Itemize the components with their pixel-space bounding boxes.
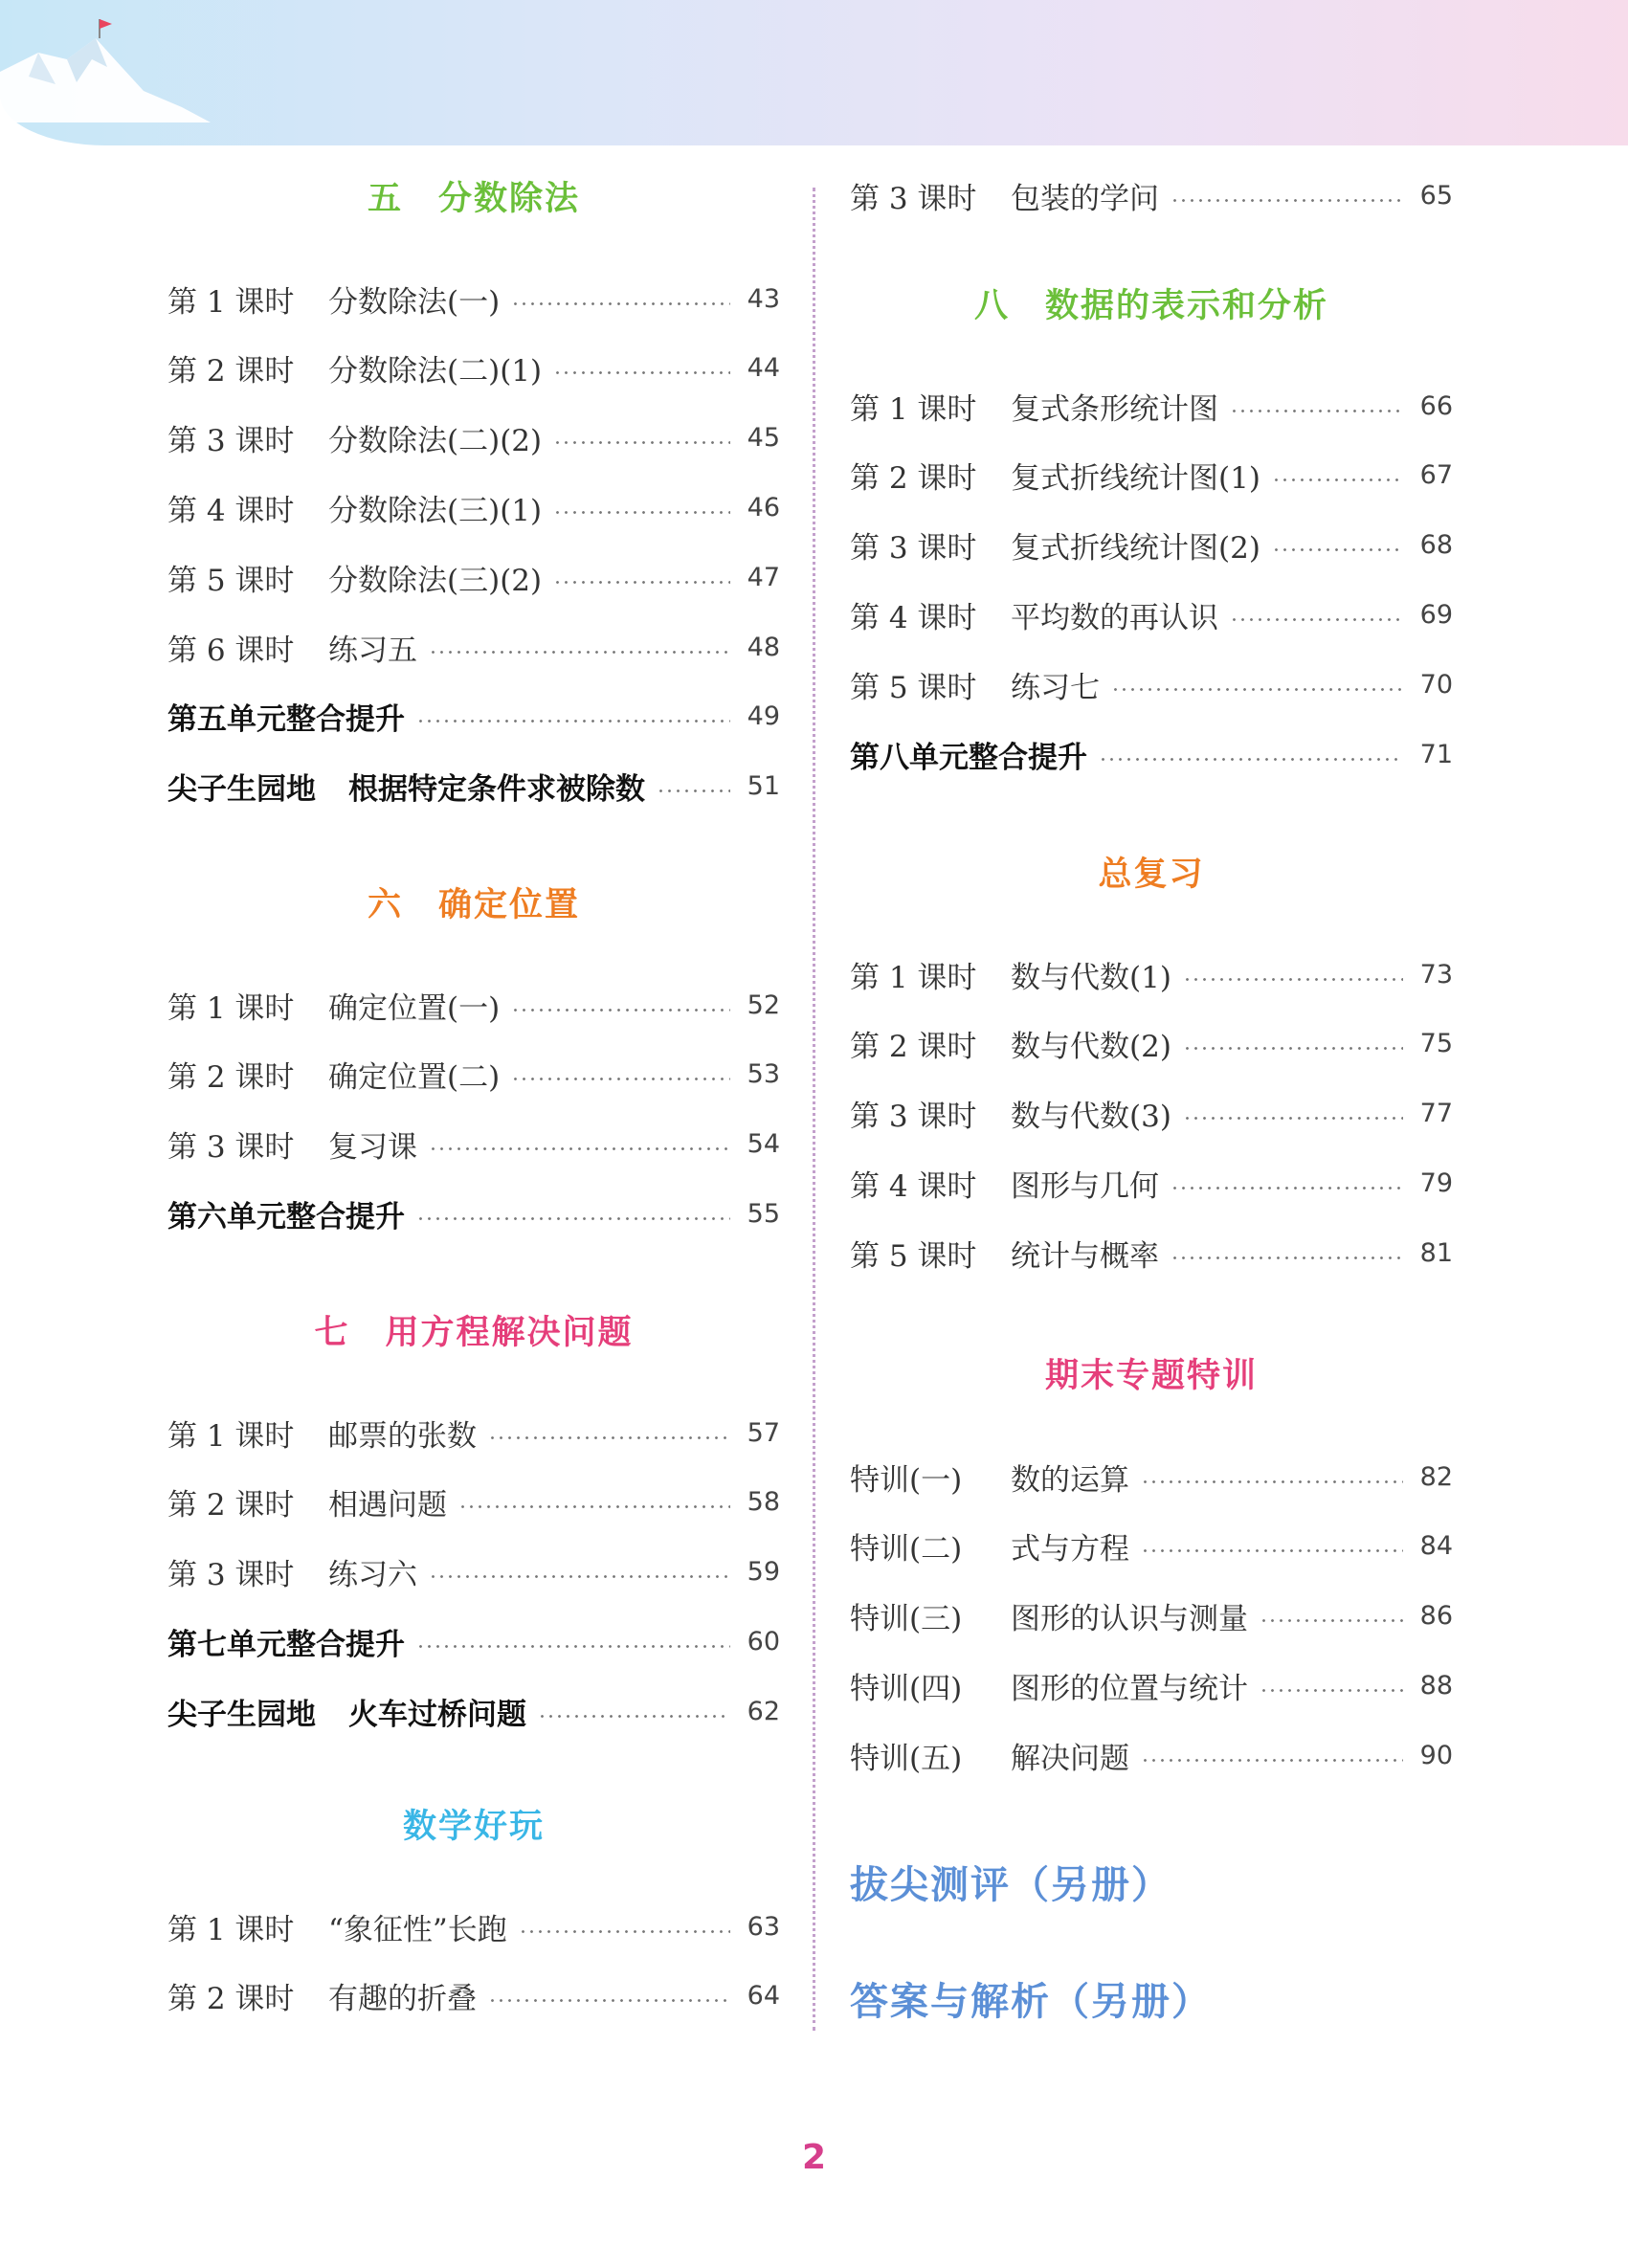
dot-leader <box>1260 1689 1403 1692</box>
dot-leader <box>416 1645 730 1648</box>
dot-leader <box>553 581 730 584</box>
dot-leader <box>657 789 730 792</box>
entry-title: 分数除法(一) <box>328 284 501 320</box>
toc-entry <box>850 383 1453 429</box>
entry-title: 数与代数(3) <box>1011 1100 1171 1135</box>
entry-title: 图形的认识与测量 <box>1011 1602 1248 1637</box>
dot-leader <box>1171 1187 1403 1190</box>
entry-page-number: 70 <box>1419 669 1453 700</box>
dot-leader <box>553 371 730 374</box>
section-title: 总复习 <box>1098 856 1205 894</box>
entry-page-number: 79 <box>1419 1167 1453 1198</box>
entry-page-number: 90 <box>1419 1740 1453 1770</box>
entry-page-number: 81 <box>1419 1237 1453 1268</box>
entry-title: 式与方程 <box>1011 1532 1129 1568</box>
entry-label: 特训(四) <box>850 1671 963 1706</box>
entry-label: 第 3 课时 <box>850 181 977 216</box>
entry-label: 特训(三) <box>850 1602 963 1637</box>
entry-page-number: 49 <box>747 701 780 732</box>
dot-leader <box>1111 688 1403 691</box>
dot-leader <box>429 651 730 654</box>
entry-page-number: 86 <box>1419 1601 1453 1632</box>
entry-title: 图形与几何 <box>1011 1168 1159 1204</box>
entry-title: 练习七 <box>1011 670 1100 705</box>
entry-label: 第 4 课时 <box>850 1168 977 1204</box>
toc-entry <box>167 1549 780 1595</box>
entry-page-number: 44 <box>747 353 780 384</box>
dot-leader <box>1171 199 1403 202</box>
entry-title: 复式条形统计图 <box>1011 391 1218 427</box>
toc-entry <box>167 982 780 1028</box>
entry-title: 包装的学问 <box>1011 181 1159 216</box>
entry-title: 平均数的再认识 <box>1011 600 1218 635</box>
dot-leader <box>1260 1619 1403 1622</box>
toc-entry <box>167 1122 780 1167</box>
entry-page-number: 46 <box>747 492 780 523</box>
dot-leader <box>416 720 730 723</box>
dot-leader <box>519 1930 730 1933</box>
section-title: 五 分数除法 <box>367 180 580 218</box>
entry-label: 第 5 课时 <box>850 1238 977 1274</box>
entry-label: 特训(五) <box>850 1741 963 1776</box>
dot-leader <box>429 1575 730 1578</box>
entry-page-number: 67 <box>1419 460 1453 491</box>
entry-page-number: 64 <box>747 1981 780 2012</box>
entry-page-number: 73 <box>1419 959 1453 989</box>
entry-title: 第五单元整合提升 <box>167 702 405 738</box>
toc-entry <box>850 1593 1453 1639</box>
entry-page-number: 88 <box>1419 1670 1453 1701</box>
toc-entry <box>167 554 780 600</box>
entry-page-number: 55 <box>747 1198 780 1229</box>
dot-leader <box>1272 478 1403 481</box>
entry-title: 练习六 <box>328 1558 417 1593</box>
entry-title: 统计与概率 <box>1011 1238 1159 1274</box>
entry-label: 第 3 课时 <box>167 1558 295 1593</box>
column-divider <box>813 188 815 2031</box>
entry-title: 数与代数(1) <box>1011 960 1171 995</box>
section-title: 期末专题特训 <box>1044 1357 1258 1395</box>
dot-leader <box>1171 1256 1403 1259</box>
entry-page-number: 69 <box>1419 599 1453 630</box>
entry-title: 数与代数(2) <box>1011 1030 1171 1065</box>
entry-title: 相遇问题 <box>328 1488 447 1523</box>
dot-leader <box>511 302 730 305</box>
entry-label: 第 3 课时 <box>850 531 977 567</box>
entry-title: 第六单元整合提升 <box>167 1199 405 1234</box>
entry-label: 第 4 课时 <box>167 493 295 528</box>
entry-title: 分数除法(二)(1) <box>328 354 543 389</box>
toc-entry <box>850 172 1453 218</box>
entry-page-number: 47 <box>747 562 780 592</box>
toc-entry <box>167 276 780 322</box>
toc-entry <box>167 694 780 740</box>
entry-label: 尖子生园地 <box>167 1697 316 1732</box>
entry-page-number: 60 <box>747 1626 780 1657</box>
entry-label: 第 2 课时 <box>167 1982 295 2017</box>
dot-leader <box>1272 548 1403 551</box>
entry-page-number: 84 <box>1419 1531 1453 1562</box>
toc-entry <box>850 1454 1453 1500</box>
toc-entry <box>167 764 780 810</box>
entry-page-number: 63 <box>747 1911 780 1942</box>
toc-entry <box>850 1021 1453 1067</box>
dot-leader <box>488 1999 730 2002</box>
entry-label: 第 2 课时 <box>167 1060 295 1096</box>
entry-page-number: 75 <box>1419 1029 1453 1059</box>
entry-label: 第 3 课时 <box>167 1130 295 1166</box>
toc-entry <box>850 1091 1453 1137</box>
section-title: 六 确定位置 <box>367 886 580 924</box>
dot-leader <box>553 441 730 444</box>
toc-entry <box>850 1662 1453 1708</box>
toc-entry <box>850 1160 1453 1206</box>
toc-entry <box>167 1903 780 1949</box>
entry-label: 第 5 课时 <box>167 563 295 598</box>
toc-entry <box>167 1479 780 1525</box>
dot-leader <box>1141 1759 1403 1762</box>
entry-title: 复习课 <box>328 1130 417 1166</box>
entry-label: 第 2 课时 <box>850 461 977 497</box>
dot-leader <box>416 1217 730 1220</box>
entry-label: 第 1 课时 <box>167 284 295 320</box>
toc-entry <box>167 624 780 670</box>
entry-title: 有趣的折叠 <box>328 1982 477 2017</box>
dot-leader <box>429 1147 730 1150</box>
entry-page-number: 59 <box>747 1557 780 1588</box>
toc-entry <box>167 1973 780 2019</box>
dot-leader <box>553 511 730 514</box>
section-title: 七 用方程解决问题 <box>314 1314 634 1352</box>
entry-label: 第 4 课时 <box>850 600 977 635</box>
entry-title: 第八单元整合提升 <box>850 740 1087 775</box>
dot-leader <box>1099 758 1403 761</box>
entry-title: 确定位置(一) <box>328 990 501 1026</box>
dot-leader <box>1183 1047 1403 1050</box>
dot-leader <box>511 1009 730 1012</box>
dot-leader <box>1141 1480 1403 1483</box>
toc-entry <box>167 1190 780 1236</box>
entry-label: 第 3 课时 <box>167 424 295 459</box>
entry-title: 分数除法(三)(2) <box>328 563 543 598</box>
extra-item-assessment: 拔尖测评（另册） <box>850 1863 1171 1907</box>
toc-entry <box>167 1410 780 1456</box>
entry-page-number: 43 <box>747 283 780 314</box>
entry-title: 第七单元整合提升 <box>167 1627 405 1662</box>
entry-page-number: 66 <box>1419 390 1453 421</box>
dot-leader <box>1230 618 1403 621</box>
dot-leader <box>1141 1549 1403 1552</box>
entry-title: 火车过桥问题 <box>348 1697 526 1732</box>
entry-label: 第 1 课时 <box>167 1418 295 1454</box>
dot-leader <box>511 1078 730 1080</box>
entry-title: 根据特定条件求被除数 <box>348 772 645 808</box>
toc-entry <box>167 1688 780 1734</box>
entry-title: 分数除法(二)(2) <box>328 424 543 459</box>
entry-page-number: 65 <box>1419 180 1453 211</box>
entry-label: 第 2 课时 <box>167 1488 295 1523</box>
toc-entry <box>850 951 1453 997</box>
entry-page-number: 52 <box>747 989 780 1020</box>
entry-title: 复式折线统计图(1) <box>1011 461 1260 497</box>
toc-entry <box>850 731 1453 777</box>
toc-entry <box>167 415 780 461</box>
dot-leader <box>1183 1117 1403 1120</box>
entry-title: 复式折线统计图(2) <box>1011 531 1260 567</box>
entry-label: 第 6 课时 <box>167 633 295 668</box>
entry-label: 第 1 课时 <box>850 960 977 995</box>
dot-leader <box>538 1715 730 1718</box>
entry-label: 第 2 课时 <box>167 354 295 389</box>
entry-page-number: 58 <box>747 1487 780 1518</box>
entry-page-number: 71 <box>1419 739 1453 769</box>
section-title: 八 数据的表示和分析 <box>973 287 1328 325</box>
toc-entry <box>850 661 1453 707</box>
entry-label: 第 1 课时 <box>850 391 977 427</box>
entry-page-number: 53 <box>747 1059 780 1090</box>
entry-page-number: 77 <box>1419 1099 1453 1129</box>
entry-label: 第 3 课时 <box>850 1100 977 1135</box>
entry-label: 第 1 课时 <box>167 1912 295 1947</box>
toc-entry <box>850 453 1453 499</box>
entry-label: 第 5 课时 <box>850 670 977 705</box>
entry-title: 数的运算 <box>1011 1462 1129 1498</box>
entry-page-number: 82 <box>1419 1461 1453 1492</box>
toc-entry <box>167 345 780 391</box>
toc-entry <box>167 1052 780 1098</box>
toc-entry <box>850 1732 1453 1778</box>
dot-leader <box>458 1505 730 1508</box>
entry-title: 确定位置(二) <box>328 1060 501 1096</box>
section-title: 数学好玩 <box>402 1808 545 1846</box>
toc-entry <box>850 591 1453 637</box>
extra-item-answers: 答案与解析（另册） <box>850 1980 1212 2024</box>
entry-title: 邮票的张数 <box>328 1418 477 1454</box>
entry-label: 特训(一) <box>850 1462 963 1498</box>
entry-page-number: 45 <box>747 423 780 454</box>
entry-page-number: 57 <box>747 1417 780 1448</box>
dot-leader <box>1230 410 1403 412</box>
entry-label: 尖子生园地 <box>167 772 316 808</box>
entry-page-number: 62 <box>747 1696 780 1726</box>
toc-entry <box>850 1523 1453 1569</box>
entry-title: 图形的位置与统计 <box>1011 1671 1248 1706</box>
toc-entry <box>167 1618 780 1664</box>
entry-title: 分数除法(三)(1) <box>328 493 543 528</box>
entry-label: 特训(二) <box>850 1532 963 1568</box>
entry-page-number: 68 <box>1419 530 1453 561</box>
snow-mountain-icon <box>0 0 249 145</box>
dot-leader <box>488 1436 730 1439</box>
entry-page-number: 51 <box>747 771 780 802</box>
toc-entry <box>850 1230 1453 1276</box>
header-banner <box>0 0 1628 145</box>
entry-title: 解决问题 <box>1011 1741 1129 1776</box>
entry-page-number: 54 <box>747 1129 780 1160</box>
page-number: 2 <box>801 2138 827 2177</box>
entry-title: 练习五 <box>328 633 417 668</box>
entry-label: 第 1 课时 <box>167 990 295 1026</box>
entry-label: 第 2 课时 <box>850 1030 977 1065</box>
entry-page-number: 48 <box>747 632 780 662</box>
entry-title: “象征性”长跑 <box>328 1912 507 1947</box>
dot-leader <box>1183 978 1403 981</box>
toc-entry <box>850 523 1453 568</box>
toc-entry <box>167 484 780 530</box>
